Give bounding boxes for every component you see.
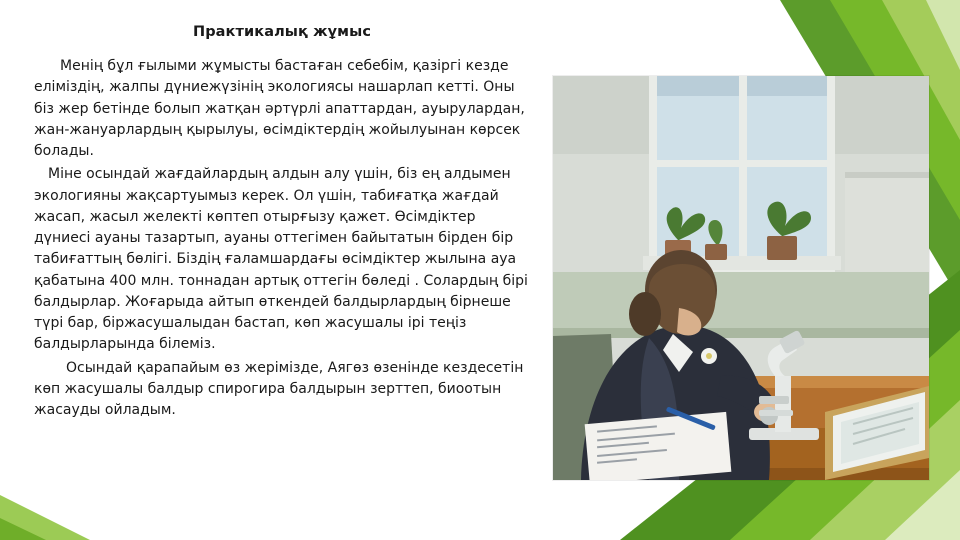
page-title: Практикалық жұмыс: [192, 24, 372, 40]
text-column: [34, 24, 530, 424]
paragraph-3: Осындай қарапайым өз жерімізде, Аягөз өзенінде кездесетін көп жасушалы балдыр спирогира балдырын зерттеп, биоотын жасауды ойладым.: [34, 359, 524, 419]
paragraph-2: Міне осындай жағдайлардың алдын алу үшін, біз ең алдымен экологияны жақсартуымыз керек. Ол үшін, табиғатқа жағдай жасап, жасыл желекті көптеп отырғызу қажет. Өсімдіктер дүниесі ауаны тазартып, ауаны оттегімен байытатын бірден бір табиғаттың бөлігі. Біздің ғаламшардағы өсімдіктер жылына ауа қабатына 400 млн. тоннадан артық оттегін бөледі . Солардың бірі балдырлар. Жоғарыда айтып өткендей балдырлардың бірнеше түрі бар, біржасушалыдан бастап, көп жасушалы ірі теңіз балдырларында білеміз.: [34, 166, 528, 353]
decoration-bottom-left: [0, 450, 120, 540]
paragraph-1: Менің бұл ғылыми жұмысты бастаған себебім, қазіргі кезде еліміздің, жалпы дүниежүзінің экологиясы нашарлап кетті. Оны біз жер бетінде болып жатқан әртүрлі апаттардан, ауырулардан, жан-жануарлардың қырылуы, өсімдіктердің жойылуынан көрсек болады.: [34, 58, 525, 160]
photo-student-with-microscope: [553, 76, 929, 480]
